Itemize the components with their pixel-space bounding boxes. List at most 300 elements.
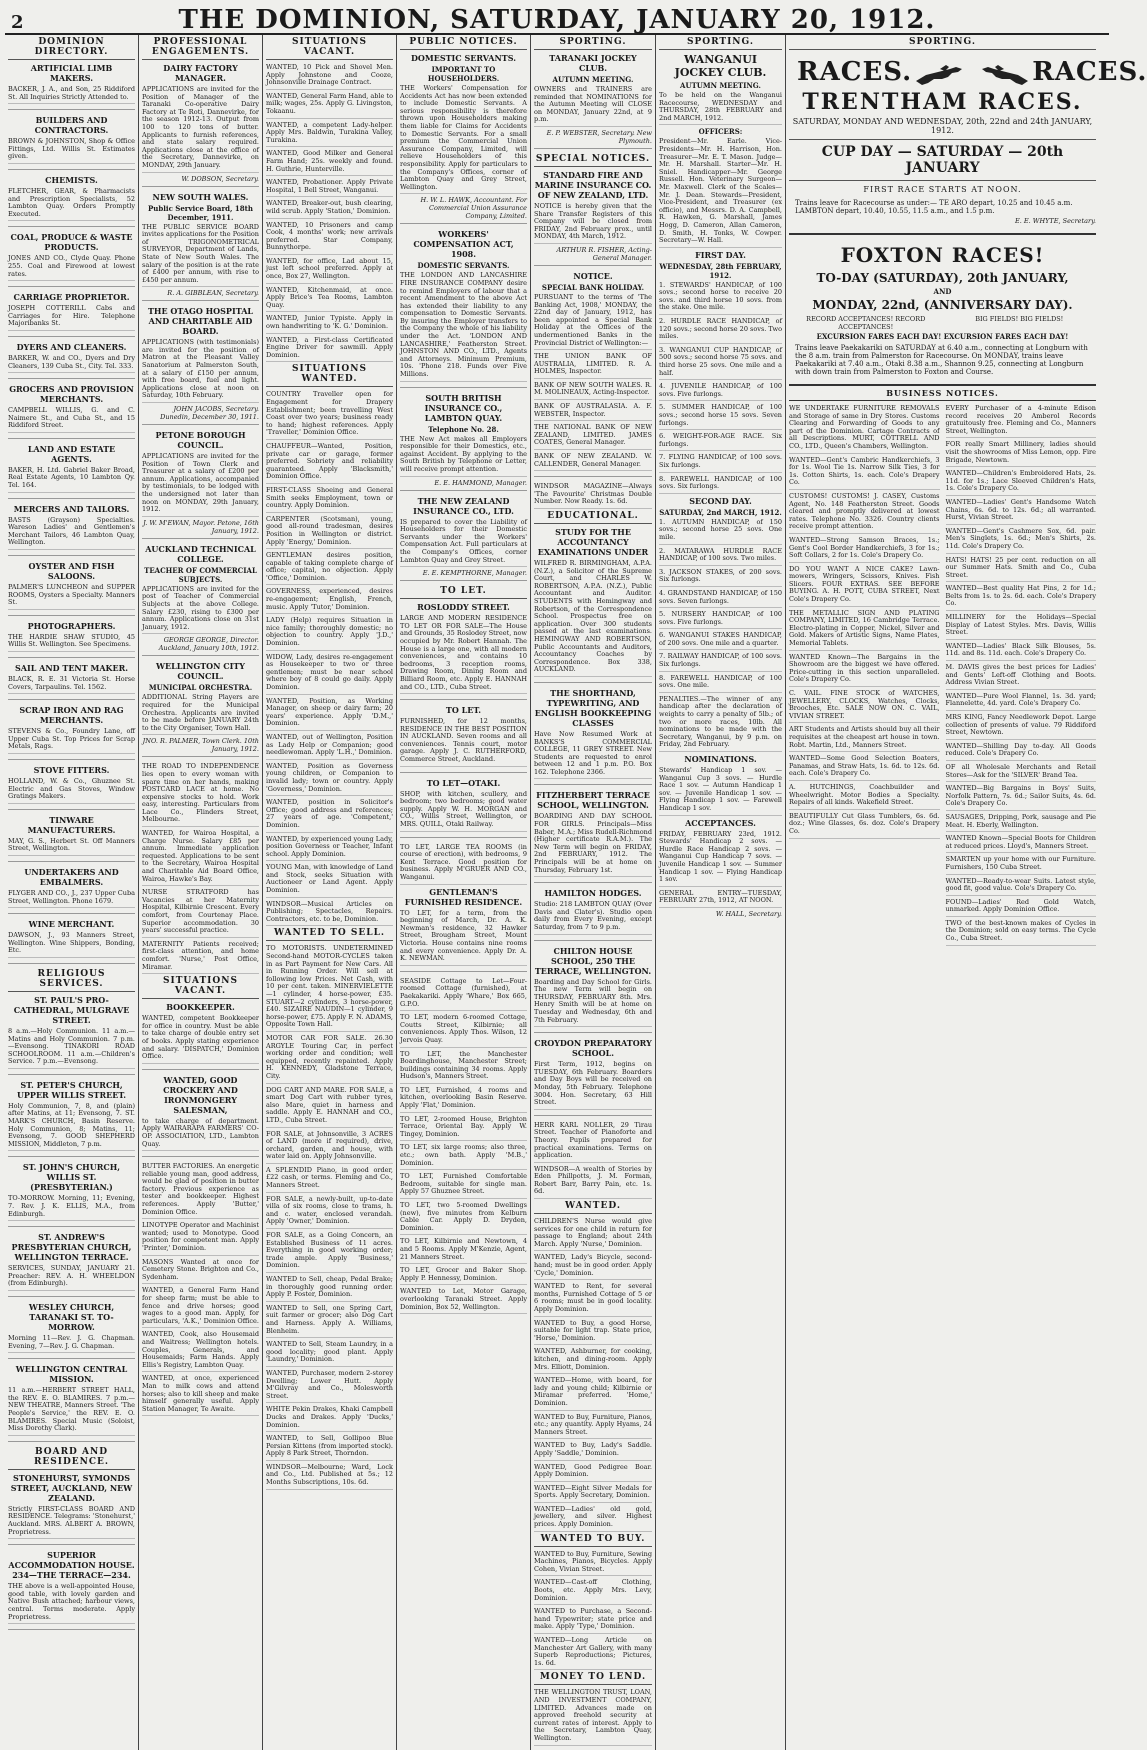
notice-title: WESLEY CHURCH, TARANAKI ST. TO-MORROW.: [28, 1302, 115, 1332]
notice-body: Boarding and Day School for Girls. The new Term will begin on THURSDAY, FEBRUARY 8th. Mrs. Henry Smith will be at home on Tuesday and Wednesday, 6th and 7th February.: [534, 978, 652, 1028]
classified-ad: WANTED, by experienced young Lady, position Governess or Teacher, Infant school. Apply Dominion.: [266, 835, 393, 862]
race-entry: 7. RAILWAY HANDICAP, of 100 sovs. Six furlongs.: [659, 652, 782, 671]
classified-ad: DOG CART AND MARE. FOR SALE, a smart Dog Cart with rubber tyres, also Mare, quiet in harness and saddle. Apply E. HANNAH and CO., LTD., Cuba Street.: [266, 1086, 393, 1128]
directory-entry: BAKER, H. Ltd. Gabriel Baker Broad, Real Estate Agents, 10 Lambton Qy. Tel. 164.: [8, 466, 135, 493]
classified-ad: WANTED, Good Pedigree Boar. Apply Dominion.: [534, 1463, 652, 1482]
money-notice: THE WELLINGTON TRUST, LOAN, AND INVESTMENT COMPANY, LIMITED. Advances made on approved freehold security at current rates of interest. Apply to the Secretary, Lambton Quay, Wellington.: [534, 1688, 652, 1745]
directory-entry: BACKER, J. A., and Son, 25 Riddiford St. All Inquiries Strictly Attended to.: [8, 85, 135, 104]
classified-ad: TO LET, Furnished, 4 rooms and kitchen, overlooking Basin Reserve. Apply 'Flat,' Dominion.: [400, 1086, 527, 1113]
wanted-to-sell-list: [266, 944, 393, 1489]
board-notice: [8, 1550, 135, 1630]
column-directory: [5, 35, 139, 1750]
business-notices-heading: BUSINESS NOTICES.: [789, 384, 1096, 401]
ad-body: THE PUBLIC SERVICE BOARD invites applications for the Position of TRIGONOMETRICAL SURVEYOR, Department of Lands, State of New South Wales. The salary of the position is at the rate of £400 per annum, with rise to £450 per annum.: [142, 223, 259, 288]
classified-ad: TO LET, Grocer and Baker Shop. Apply P. Hennessy, Dominion.: [400, 1266, 527, 1285]
business-ad: WANTED—Children's Embroidered Hats, 2s. 11d. for 1s.; Lace Sleeved Children's Hats, 1s. Cole's Drapery Co.: [946, 469, 1097, 496]
classified-ad: MATERNITY Patients received; first-class attention, and home comfort. 'Nurse,' Post Office, Miramar.: [142, 940, 259, 974]
directory-category: SAIL AND TENT MAKER.: [14, 663, 129, 673]
section-heading: WANTED.: [534, 1201, 652, 1214]
ad-title: AUCKLAND TECHNICAL COLLEGE.: [145, 543, 256, 564]
classified-ad: WANTED to Buy, Furniture, Pianos, etc.; any quantity. Apply Hyams, 24 Manners Street.: [534, 1413, 652, 1440]
races-banner: [789, 53, 1147, 87]
wanted-to-buy-list: [534, 1550, 652, 1671]
big-fields: BIG FIELDS! BIG FIELDS!: [975, 315, 1064, 323]
notice-title: HAMILTON HODGES.: [544, 888, 642, 899]
notice-title: SUPERIOR ACCOMMODATION HOUSE. 234—THE TERRACE—234.: [8, 1550, 135, 1581]
column-heading: SPORTING.: [659, 37, 782, 50]
classified-ad: WANTED, out of Wellington, Position as Lady Help or Companion; good needlewoman. Apply 'L.H.,' Dominion.: [266, 733, 393, 760]
ad-title: THE OTAGO HOSPITAL AND CHARITABLE AID BOARD.: [147, 306, 254, 337]
classified-ad: WANTED to Buy, Lady's Saddle. Apply 'Saddle,' Dominion.: [534, 1441, 652, 1460]
notice-body: Morning 11—Rev. J. G. Chapman. Evening, 7—Rev. J. G. Chapman.: [8, 1334, 135, 1353]
church-notice: [8, 995, 135, 1075]
excursion-fares: EXCURSION FARES EACH DAY! EXCURSION FARES EACH DAY!: [816, 332, 1069, 341]
directory-section: [8, 765, 135, 810]
public-notice: [400, 53, 527, 224]
general-entry: GENERAL ENTRY—TUESDAY, FEBRUARY 27th, 1912, AT NOON.: [659, 889, 782, 908]
directory-entry: THE HARDIE SHAW STUDIO, 45 Willis St. Wellington. See Specimens.: [8, 633, 135, 652]
classified-ad: NURSE STRATFORD has Vacancies at her Maternity Hospital, Kilbirnie Crescent. Every comfort, from Courtenay Place. Superior accommodation. 30 years' successful practice.: [142, 888, 259, 938]
situation-ad: [142, 1002, 259, 1070]
notice-body: TO-MORROW. Morning, 11; Evening, 7. Rev. J. K. ELLIS, M.A., from Edinburgh.: [8, 1194, 135, 1221]
notice-body: First Term, 1912, begins on TUESDAY, 6th February. Boarders and Day Boys will be received on Monday, 5th February. Telephone 3004. Hon. Secretary, 63 Hill Street.: [534, 1060, 652, 1110]
race-entry: 3. JACKSON STAKES, of 200 sovs. Six furlongs.: [659, 568, 782, 587]
notice-title: STANDARD FIRE AND MARINE INSURANCE CO. OF NEW ZEALAND, LTD.: [534, 169, 652, 200]
ad-title: BOOKKEEPER.: [166, 1002, 235, 1013]
day-heading: SECOND DAY.: [689, 495, 752, 506]
directory-category: WINE MERCHANT.: [28, 919, 115, 930]
section-heading: EDUCATIONAL.: [534, 511, 652, 524]
church-notice: [8, 1080, 135, 1158]
section-heading: TO LET.: [400, 586, 527, 599]
notice-title: NOTICE.: [573, 270, 613, 281]
foxton-title: FOXTON RACES!: [840, 243, 1045, 267]
directory-category: SCRAP IRON AND RAG MERCHANTS.: [19, 705, 124, 726]
ad-signature: JOHN JACOBS, Secretary. Dunedin, December 30, 1911.: [160, 405, 259, 422]
engagement-ad: [142, 661, 259, 757]
classified-ad: WANTED, 10 Prisoners and camp Cook, 4 months' work; new arrivals preferred. Star Company, Bunnythorpe.: [266, 221, 393, 255]
directory-entry: PALMER'S LUNCHEON and SUPPER ROOMS, Oysters a Specialty. Manners St.: [8, 583, 135, 610]
races-word-left: RACES.: [797, 57, 913, 87]
notice-signature: E. P. WEBSTER, Secretary. New Plymouth.: [546, 128, 652, 145]
business-ad: SMARTEN up your home with our Furniture. Furnishers, 150 Cuba Street.: [946, 855, 1097, 874]
engagement-ad: [142, 192, 259, 302]
page-number: 2: [11, 12, 24, 33]
classified-ad: LINOTYPE Operator and Machinist wanted; used to Monotype. Good position for competent man. Apply 'Printer,' Dominion.: [142, 1221, 259, 1255]
classified-ad: WANTED—Long Article on Manchester Art Gallery, with many Superb Reproductions; Pictures, 1s. 6d.: [534, 1636, 652, 1670]
directory-entry: BLACK, R. E. 31 Victoria St. Horse Covers, Tarpaulins. Tel. 1562.: [8, 675, 135, 694]
classified-ad: WANTED—Home, with board, for lady and young child; Kilbirnie or Miramar preferred. 'Home,' Dominion.: [534, 1376, 652, 1410]
section-heading: SPECIAL NOTICES.: [534, 154, 652, 167]
column-sporting-1: [531, 35, 656, 1750]
classified-ad: WANTED—Eight Silver Medals for Sports. Apply Secretary, Dominion.: [534, 1484, 652, 1503]
notice-body: Have Now Resumed Work at BANKS'S COMMERCIAL COLLEGE, 11 GREY STREET. New Students are requested to enrol between 12 and 1 p.m. P.O. Box 162. Telephone 2366.: [534, 730, 652, 780]
notice-body: Holy Communion, 7, 8, and (plain) after Matins, at 11; Evensong, 7. ST. MARK'S CHURCH, Basin Reserve. Holy Communion, 8; Matins, 11; Evensong, 7. GOOD SHEPHERD MISSION, Middleton, 7 p.m.: [8, 1102, 135, 1152]
column-public-notices: [397, 35, 531, 1750]
classified-ad: TO MOTORISTS. UNDETERMINED Second-hand MOTOR-CYCLES taken in as Part Payment for New Cars. All in Running Order. Will sell at following low Prices. Net Cash, with 10 per cent. taken. MINERVIELETTE—1 cylinder, 4 horse-power, £35. STUART—2 cylinders, 3 horse-power, £40. SIZAIRE NAUDIN—1 cylinder, 9 horse-power, £75. Apply F. N. ADAMS, Opposite Town Hall.: [266, 944, 393, 1032]
masthead: [5, 5, 1109, 35]
notice-body: NOTICE is hereby given that the Share Transfer Registers of this Company will be closed from FRIDAY, 2nd February prox., until MONDAY, 4th March, 1912.: [534, 202, 652, 244]
classified-ad: WANTED—Ladies' old gold, jewellery, and silver. Highest prices. Apply Dominion.: [534, 1505, 652, 1532]
classified-ad: CHAUFFEUR—Wanted, Position, private car or garage, former preferred. Sobriety and reliability guaranteed. Apply 'Blacksmith,' Dominion Office.: [266, 442, 393, 484]
meeting-title: AUTUMN MEETING.: [680, 81, 761, 90]
directory-section: [8, 663, 135, 700]
directory-category: COAL, PRODUCE & WASTE PRODUCTS.: [10, 232, 133, 253]
ad-title: TO LET—OTAKI.: [426, 777, 501, 788]
directory-section: [8, 561, 135, 616]
officers-heading: OFFICERS:: [698, 127, 743, 137]
directory-category: BUILDERS AND CONTRACTORS.: [34, 115, 109, 136]
section-heading: RELIGIOUS SERVICES.: [8, 969, 135, 992]
nominations-list: Stewards' Handicap 1 sov. — Wanganui Cup 3 sovs. — Hurdle Race 1 sov. — Autumn Handicap 1 sov. — Juvenile Handicap 1 sov. — Flying Handicap 1 sov. — Farewell Handicap 1 sov.: [659, 766, 782, 816]
classified-ad: WANTED, to Sell, Gollipoo Blue Persian Kittens (from imported stock). Apply 8 Park Street, Thorndon.: [266, 1434, 393, 1461]
notice-body: 8 a.m.—Holy Communion. 11 a.m.—Matins and Holy Communion. 7 p.m.—Evensong. TINAKORI ROAD SCHOOLROOM. 11 a.m.—Children's Service. 7 p.m.—Evensong.: [8, 1027, 135, 1069]
classified-ad: WANTED, Probationer. Apply Private Hospital, 1 Bell Street, Wanganui.: [266, 178, 393, 197]
directory-section: [8, 504, 135, 556]
section-heading: WANTED TO BUY.: [534, 1534, 652, 1547]
business-ad: HATS! HATS! 25 per cent. reduction on all our Summer Hats. Smith and Co., Cuba Street.: [946, 556, 1097, 583]
notice-body: SERVICES, SUNDAY, JANUARY 21. Preacher: REV. A. H. WHEELDON (from Edinburgh).: [8, 1264, 135, 1291]
classified-ad: FOR SALE, as a Going Concern, an Established Business of 11 acres. Everything in good working order; trade ample. Apply 'Business,' Dominion.: [266, 1231, 393, 1273]
classified-ad: CHILDREN'S Nurse would give services for one child in return for passage to England; about 24th March. Apply 'Nurse,' Dominion.: [534, 1217, 652, 1251]
classified-ad: WANTED to Sell, cheap, Pedal Brake; in thoroughly good running order. Apply P. Foster, Dominion.: [266, 1275, 393, 1302]
record-acceptances: RECORD ACCEPTANCES! RECORD ACCEPTANCES!: [806, 315, 926, 331]
engagement-ad: [142, 306, 259, 425]
classified-ad: WIDOW, Lady, desires re-engagement as Housekeeper to two or three gentlemen; must be near school where boy of 8 could go daily. Apply Dominion.: [266, 653, 393, 695]
directory-category: DYERS AND CLEANERS.: [16, 341, 127, 352]
church-notice: [8, 1302, 135, 1359]
notice-body: THE Workers' Compensation for Accidents Act has now been extended to include Domestic Servants. A serious responsibility is therefore thrown upon Householders making them liable for Claims for Accidents to Domestic Servants. For a small premium the Commercial Union Assurance Company, Limited, will relieve Householders of this responsibility. Apply for particulars to the Company's Offices, corner of Lambton Quay and Grey Street, Wellington.: [400, 84, 527, 194]
directory-entry: BROWN & JOHNSTON, Shop & Office Fittings, Ltd. Willis St. Estimates given.: [8, 137, 135, 164]
directory-list: [8, 63, 135, 964]
ad-body: to take charge of department. Apply WAIRARAPA FARMERS' CO-OP. ASSOCIATION, LTD., Lambton Quay.: [142, 1117, 259, 1151]
ad-subtitle: Public Service Board, 18th December, 1911.: [148, 203, 253, 222]
classified-ad: GENTLEMAN desires position, capable of taking complete charge of office; capital, no objection. Apply 'Office,' Dominion.: [266, 551, 393, 585]
ad-body: FURNISHED, for 12 months, RESIDENCE IN THE BEST POSITION IN AUCKLAND. Seven rooms and all conveniences. Tennis court, motor garage. Apply J. C. RUTHERFORD, Commerce Street, Auckland.: [400, 717, 527, 767]
special-notice: [534, 170, 652, 266]
classified-ad: WANTED, Lady's Bicycle, second-hand; must be in good order. Apply 'Cycle,' Dominion.: [534, 1253, 652, 1280]
educational-notice: [534, 688, 652, 786]
directory-entry: JONES AND CO., Clyde Quay. Phone 255. Coal and Firewood at lowest rates.: [8, 254, 135, 281]
directory-category: CARRIAGE PROPRIETOR.: [13, 292, 130, 303]
foxton-ad: [789, 233, 1096, 378]
ad-body: TO LET, for a term, from the beginning of March, Dr. A. K. Newman's residence, 32 Hawker Street, Brougham Street, Mount Victoria. House contains nine rooms and every convenience. Apply Dr. A. K. NEWMAN.: [400, 909, 527, 966]
classified-ad: WANTED, Position as Governess young children, or Companion to invalid lady; town or country. Apply 'Governess,' Dominion.: [266, 762, 393, 796]
race-entry: 1. STEWARDS' HANDICAP, of 100 sovs.; second horse to receive 20 sovs. and third horse 10 sovs. from the stake. One mile.: [659, 281, 782, 315]
notice-body: BOARDING AND DAY SCHOOL FOR GIRLS. Principals—Miss Baber, M.A.; Miss Rudell-Richmond (Higher certificate R.A.M.). The New Term will begin on FRIDAY, 2nd FEBRUARY, 1912. The Principals will be at home on Thursday, February 1st.: [534, 812, 652, 877]
classified-ad: TO LET, the Manchester Boardinghouse, Manchester Street; buildings containing 34 rooms. Apply Hudson's, Manners Street.: [400, 1050, 527, 1084]
classified-ad: FOR SALE, at Johnsonville, 3 ACRES of LAND (more if required), drive, orchard, garden, and house, with water laid on. Apply Johnsonville.: [266, 1130, 393, 1164]
business-ad: EVERY Purchaser of a 4-minute Edison record receives 20 Amberol Records gratuitously free. Fleming and Co., Manners Street, Wellington.: [946, 404, 1097, 438]
church-notice: [8, 1232, 135, 1297]
classified-ad: TO LET, LARGE TEA ROOMS (in course of erection), with bedrooms, 9 Kent Terrace. Good position for business. Apply M'GRUER AND CO., Wanganui.: [400, 843, 527, 885]
first-race-time: FIRST RACE STARTS AT NOON.: [863, 185, 1022, 194]
business-notices: [789, 404, 1096, 948]
classified-ad: TO LET, modern 6-roomed Cottage, Coutts Street, Kilbirnie; all conveniences. Apply Thos. Wilson, 12 Jervois Quay.: [400, 1013, 527, 1047]
business-ad: WANTED—Gent's Cambric Handkerchiefs, 3 for 1s. Wool Tie 1s. Narrow Silk Ties, 3 for 1s. Cotton Shirts, 1s. each. Cole's Drapery Co.: [789, 456, 940, 490]
ad-title: TO LET.: [445, 705, 482, 716]
column-heading: PROFESSIONAL ENGAGEMENTS.: [142, 37, 259, 60]
directory-entry: STEVENS & Co., Foundry Lane, off Upper Cuba St. Top Prices for Scrap Metals, Rags.: [8, 727, 135, 754]
section-heading: WANTED TO SELL.: [266, 928, 393, 941]
ad-subtitle: MUNICIPAL ORCHESTRA.: [148, 683, 253, 693]
classified-ad: YOUNG Man, with knowledge of Land and Stock, seeks Situation with Auctioneer or Land Agent. Apply Dominion.: [266, 863, 393, 897]
race-entry: 8. FAREWELL HANDICAP, of 100 sovs. One mile.: [659, 674, 782, 693]
business-ad: WANTED Known—Special Boots for Children at reduced prices. Lloyd's, Manners Street.: [946, 834, 1097, 853]
directory-section: [8, 867, 135, 914]
notice-title: DOMESTIC SERVANTS.: [410, 53, 517, 63]
classified-ad: WANTED, position in Solicitor's Office; good address and references; 27 years of age. 'Competent,' Dominion.: [266, 798, 393, 832]
newspaper-page: [5, 5, 1147, 1742]
directory-section: [8, 621, 135, 658]
situation-ad: [142, 1075, 259, 1157]
business-ad: OF all Wholesale Merchants and Retail Stores—Ask for the 'SILVER' Brand Tea.: [946, 763, 1097, 782]
business-ad: WANTED—Best quality Hat Pins, 2 for 1d.; Belts from 1s. to 2s. 6d. each. Cole's Drapery Co.: [946, 584, 1097, 611]
ad-body: SHOP, with kitchen, scullery, and bedroom; two bedrooms; good water supply. Apply W. H. MORGAN and CO., Willis Street, Wellington, or MRS. QUILL, Otaki Railway.: [400, 790, 527, 832]
classified-ad: WANTED to Rent, for several months, Furnished Cottage of 5 or 6 rooms; must be in good locality. Apply Dominion.: [534, 1282, 652, 1316]
column-heading: SPORTING.: [789, 37, 1096, 50]
penalties: PENALTIES.—The winner of any handicap after the declaration of weights to carry a penalty of 5lb.; of two or more races, 10lb. All nominations to be made with the Secretary, Wanganui, by 9 p.m. on Friday, 2nd February.: [659, 695, 782, 752]
notice-subtitle: Telephone No. 28.: [428, 424, 499, 434]
classified-ad: WANTED, 10 Pick and Shovel Men. Apply Johnstone and Cooze, Johnsonville Drainage Contract.: [266, 63, 393, 90]
directory-entry: BARKER, W. and CO., Dyers and Dry Cleaners, 139 Cuba St., City. Tel. 333.: [8, 354, 135, 373]
directory-category: ARTIFICIAL LIMB MAKERS.: [30, 63, 113, 83]
ad-signature: R. A. GIBBLEAN, Secretary.: [167, 289, 259, 298]
public-notice: [400, 229, 527, 387]
classified-ad: WANTED, Breaker-out, bush clearing, wild scrub. Apply 'Station,' Dominion.: [266, 199, 393, 218]
secretary-signature: W. HALL, Secretary.: [715, 909, 782, 918]
notice-body: THE above is a well-appointed House, good table, with lovely garden and Native Bush attached; harbour views, central. Terms moderate. Apply Proprietress.: [8, 1582, 135, 1624]
classified-ad: A SPLENDID Piano, in good order, £22 cash, or terms. Fleming and Co., Manners Street.: [266, 1166, 393, 1193]
column-heading: DOMINION DIRECTORY.: [8, 37, 135, 60]
ad-title: WANTED, GOOD CROCKERY AND IRONMONGERY SALESMAN,: [163, 1074, 238, 1115]
notice-title: ST. PETER'S CHURCH, UPPER WILLIS STREET.: [16, 1079, 127, 1100]
directory-entry: CAMPBELL WILLIS, G. and C. Naimere St., and Cuba St., and 15 Riddiford Street.: [8, 406, 135, 433]
foxton-highlights: [789, 316, 1096, 331]
business-ad: FOR really Smart Millinery, ladies should visit the showrooms of Miss Lemon, opp. Fire Brigade, Newtown.: [946, 440, 1097, 467]
to-let-ad: [400, 887, 527, 972]
race-dates: SATURDAY, MONDAY AND WEDNESDAY, 20th, 22nd and 24th JANUARY, 1912.: [792, 117, 1093, 135]
racehorse-icon: [912, 63, 972, 87]
classified-ad: BUTTER FACTORIES. An energetic reliable young man, good address, would be glad of position in butter factory. Previous experience as tester and bookkeeper. Highest references. Apply 'Butter,' Dominion Office.: [142, 1162, 259, 1219]
classified-ad: WANTED to Sell, Steam Laundry, in a good locality; good plant. Apply 'Laundry,' Dominion.: [266, 1340, 393, 1367]
ad-title: GENTLEMAN'S FURNISHED RESIDENCE.: [404, 886, 523, 907]
notice-title: TARANAKI JOCKEY CLUB.: [549, 53, 637, 73]
race-entry: 3. WANGANUI CUP HANDICAP, of 500 sovs.; second horse 75 sovs. and third horse 25 sovs. One mile and a half.: [659, 346, 782, 380]
notice-body: WILFRED R. BIRMINGHAM, A.P.A. (N.Z.), a Solicitor of the Supreme Court, and CHARLES W. ROBERTSON, A.P.A. (N.Z.), Public Accountant and Auditor. STUDENTS with Hemingway and Robertson, of the Correspondence School. Prospectus free on application. Over 300 students passed at the last examinations. HEMINGWAY AND ROBERTSON, Public Accountants and Auditors, Accountancy Coaches by Correspondence. Box 338, AUCKLAND.: [534, 559, 652, 677]
classified-ad: WANTED, at once, experienced Man to milk cows and attend horses; also to kill sheep and make himself generally useful. Apply Station Manager, Te Awaite.: [142, 1374, 259, 1416]
race-entry: 8. FAREWELL HANDICAP, of 100 sovs. Six furlongs.: [659, 475, 782, 494]
business-column-left: [789, 404, 940, 948]
racehorse-icon: [972, 63, 1032, 87]
notice-title: WORKERS' COMPENSATION ACT, 1908.: [413, 229, 514, 260]
classified-ad: COUNTRY Traveller open for Engagement for Drapery Establishment; been travelling West Coast over two years; business ready to hand; highest references. Apply 'Traveller,' Dominion Office.: [266, 390, 393, 440]
public-notice: [400, 496, 527, 582]
church-notice: [8, 1162, 135, 1227]
notice-body: THE LONDON AND LANCASHIRE FIRE INSURANCE COMPANY desire to remind Employers of labour that a recent Amendment to the above Act has extended their liability to any compensation to Domestic Servants. By insuring the Employer transfers to the Company the whole of his liability under the Act. 'LONDON AND LANCASHIRE,' Featherston Street. JOHNSTON AND CO., LTD., Agents and Attorneys. Minimum Premium, 10s. 'Phone 218. Funds over Five Millions.: [400, 271, 527, 381]
notice-title: CROYDON PREPARATORY SCHOOL.: [534, 1038, 652, 1059]
to-let-ad: [400, 778, 527, 838]
foxton-date-2: MONDAY, 22nd, (ANNIVERSARY DAY).: [812, 298, 1073, 312]
section-heading: SITUATIONS VACANT.: [142, 976, 259, 999]
classified-ad: TO LET, Furnished Comfortable Bedroom, suitable for single man. Apply 57 Ghuznee Street.: [400, 1172, 527, 1199]
directory-section: [8, 384, 135, 439]
meeting-intro: To be held on the Wanganui Racecourse, WEDNESDAY and THURSDAY, 28th FEBRUARY and 2nd MARCH, 1912.: [659, 91, 782, 125]
day-date: WEDNESDAY, 28th FEBRUARY, 1912.: [659, 261, 782, 280]
notice-title: ST. JOHN'S CHURCH, WILLIS ST. (PRESBYTERIAN.): [22, 1162, 121, 1193]
business-ad: ART Students and Artists should buy all their requisites at the cheapest art house in town. Robt. Martin, Ltd., Manners Street.: [789, 725, 940, 752]
classified-ad: FOR SALE, a newly-built, up-to-date villa of six rooms, close to trams, h. and c. water, enclosed verandah. Apply 'Owner,' Dominion.: [266, 1195, 393, 1229]
classified-ad: WANTED, General Farm Hand, able to milk; wages, 25s. Apply G. Livingston, Tokaanu.: [266, 92, 393, 119]
classified-ad: WANTED, Kitchenmaid, at once. Apply Brice's Tea Rooms, Lambton Quay.: [266, 286, 393, 313]
business-ad: SAUSAGES, Dripping, Pork, sausage and Pie Meat. H. Eberly, Wellington.: [946, 813, 1097, 832]
classified-ad: WANTED, Position, as Working Manager, on sheep or dairy farm; 20 years' experience. Apply 'D.M.,' Dominion.: [266, 697, 393, 731]
business-ad: CUSTOMS! CUSTOMS! J. CASEY, Customs Agent, No. 148 Featherston Street. Goods cleared and promptly delivered at lowest rates. Telephone No. 3326. Country clients receive prompt attention.: [789, 492, 940, 534]
foxton-trains: Trains leave Paekakariki on SATURDAY at 6.40 a.m., connecting at Longburn with the 8 a.m. train from Palmerston for Racecourse. On MONDAY, trains leave Paekakariki at 7.40 a.m., Otaki 8.38 a.m., Shannon 9.25, connecting at Longburn with down train from Palmerston to Foxton and Course.: [795, 344, 1088, 376]
directory-category: TINWARE MANUFACTURERS.: [27, 814, 116, 835]
race-entry: 2. MATARAWA HURDLE RACE HANDICAP, of 100 sovs. Two miles.: [659, 547, 782, 566]
classified-ad: LADY (Help) requires Situation in nice family; thoroughly domestic; no objection to country. Apply 'J.D.,' Dominion.: [266, 616, 393, 650]
bank-list: [534, 352, 652, 471]
classified-ad: SEASIDE Cottage to Let—Four-roomed Cottage (furnished), at Paekakariki. Apply 'Whare,' Box 665, G.P.O.: [400, 977, 527, 1011]
directory-category: UNDERTAKERS AND EMBALMERS.: [24, 866, 119, 887]
directory-entry: MAY, G. S., Herbert St. Off Manners Street, Wellington.: [8, 837, 135, 856]
race-entry: 6. WEIGHT-FOR-AGE RACE. Six furlongs.: [659, 432, 782, 451]
business-ad: A. HUTCHINGS, Coachbuilder and Wheelwright. Motor Bodies a Specialty. Repairs of all kinds. Wakefield Street.: [789, 783, 940, 810]
notice-title: ST. ANDREW'S PRESBYTERIAN CHURCH, WELLINGTON TERRACE.: [11, 1232, 132, 1263]
classified-ad: WANTED to Buy, Furniture, Sewing Machines, Pianos, Bicycles. Apply Cohen, Vivian Street.: [534, 1550, 652, 1577]
directory-section: [8, 705, 135, 760]
acceptances-heading: ACCEPTANCES.: [685, 817, 756, 828]
business-ad: WANTED—Shilling Day to-day. All Goods reduced. Cole's Drapery Co.: [946, 742, 1097, 761]
educational-notice: [534, 888, 652, 940]
notice-body: THE New Act makes all Employers responsible for their Domestics, etc., against Accident. By applying to the South British by Telephone or Letter, will receive prompt attention.: [400, 435, 527, 477]
classified-ad: TO LET, 2-roomed House, Brighton Terrace, Oriental Bay. Apply W. Tingey, Dominion.: [400, 1115, 527, 1142]
newspaper-title: THE DOMINION, SATURDAY, JANUARY 20, 1912.: [178, 5, 936, 35]
ad-body: LARGE AND MODERN RESIDENCE TO LET OR FOR SALE—The House and Grounds, 35 Roslodey Street, now occupied by Mr. Robert Hannah. The House is a large one, with all modern conveniences, and contains 10 bedrooms, 3 reception rooms, Drawing Room, Dining Room and Billiard Room, etc. Apply E. HANNAH and CO., LTD., Cuba Street.: [400, 614, 527, 694]
business-ad: C. VAIL. FINE STOCK of WATCHES, JEWELLERY, CLOCKS, Watches, Clocks, Brooches, Etc. SALE NOW ON. C. VAIL, VIVIAN STREET.: [789, 689, 940, 723]
bank-entry: BANK OF NEW SOUTH WALES. R. M. MOLINEAUX, Acting-Inspector.: [534, 381, 652, 400]
classified-ad: WANTED, a First-class Certificated Engine Driver for sawmill. Apply Dominion.: [266, 336, 393, 363]
directory-category: CHEMISTS.: [45, 174, 98, 185]
notice-title: CHILTON HOUSE SCHOOL, 250 THE TERRACE, WELLINGTON.: [534, 945, 652, 976]
ad-body: ADDITIONAL String Players are required for the Municipal Orchestra. Applicants are invited to be made before JANUARY 24th to the City Organiser, Town Hall.: [142, 693, 259, 735]
classified-ad: WINDSOR—Musical Articles on Publishing; Spectacles, Repairs. Contractors, etc. to be, Dominion.: [266, 900, 393, 927]
classified-ad: TO LET, six large rooms; also three, etc.; own bath. Apply 'M.B.,' Dominion.: [400, 1143, 527, 1170]
business-ad: THE METALLIC SIGN AND PLATING COMPANY, LIMITED, 16 Cambridge Terrace. Electro-plating in Copper, Nickel, Silver and Gold. Makers of Artistic Signs, Name Plates, Memorial Tablets.: [789, 609, 940, 651]
directory-section: [8, 63, 135, 110]
special-notice: [534, 271, 652, 477]
to-let-ad: [400, 602, 527, 700]
ad-title: DAIRY FACTORY MANAGER.: [163, 63, 238, 83]
classified-ad: WANTED to Buy, a good Horse, suitable for light trap. State price, 'Horse,' Dominion.: [534, 1319, 652, 1346]
business-ad: WE UNDERTAKE FURNITURE REMOVALS and Storage of same in Dry Stores. Customs Clearing and Forwarding of Goods to any part of the Dominion. Cartage Contracts of all Descriptions. MURT, COTTRELL AND CO., LTD., Queen's Chambers, Wellington.: [789, 404, 940, 454]
directory-section: [8, 115, 135, 170]
ad-body: APPLICATIONS are invited for the Position of Town Clerk and Treasurer at a salary of £200 per annum. Applications, accompanied by testimonials, to be lodged with the undersigned not later than noon on MONDAY, 29th January, 1912.: [142, 452, 259, 517]
directory-section: [8, 232, 135, 287]
directory-entry: JOSEPH COTTERILL Cabs and Carriages for Hire. Telephone Majoribanks St.: [8, 304, 135, 331]
section-heading: SITUATIONS WANTED.: [266, 364, 393, 387]
classified-ad: WHITE Pekin Drakes, Khaki Campbell Ducks and Drakes. Apply 'Ducks,' Dominion.: [266, 1405, 393, 1432]
ad-body: APPLICATIONS are invited for the Position of Manager of the Taranaki Co-operative Dairy Factory at Te Roti, Dannevirke, for the season 1912-13. Output from 100 to 120 tons of butter. Applicants to furnish references, and state salary required. Applications close at the office of the Secretary, Dannevirke, on MONDAY, 29th January.: [142, 85, 259, 173]
classified-ad: WANTED, Good Milker and General Farm Hand; 25s. weekly and found. H. Guthrie, Hunterville.: [266, 149, 393, 176]
business-ad: TWO of the best-known makes of Cycles in the Dominion; sold on easy terms. The Cycle Co., Cuba Street.: [946, 919, 1097, 946]
bank-entry: BANK OF AUSTRALASIA. A. F. WEBSTER, Inspector.: [534, 402, 652, 421]
day-heading: FIRST DAY.: [695, 249, 746, 260]
notice-body: Strictly FIRST-CLASS BOARD AND RESIDENCE. Telegrams: 'Stonehurst,' Auckland. MRS. ALBERT A. BROWN, Proprietress.: [8, 1505, 135, 1539]
directory-category: GROCERS AND PROVISION MERCHANTS.: [9, 384, 134, 405]
notice-body: 11 a.m.—HERBERT STREET HALL, the REV. E. O. BLAMIRES. 7 p.m.—NEW THEATRE, Manners Street. 'The People's Service,' the REV. E. O. BLAMIRES. Special Music (Soloist, Miss Dorothy Clark).: [8, 1386, 135, 1436]
classified-ad: WANTED, Cook, also Housemaid and Waitress; Wellington hotels. Couples, Generals, and Housemaids; Farm Hands. Apply Ellis's Registry, Lambton Quay.: [142, 1330, 259, 1372]
jockey-club-notice: [534, 53, 652, 149]
notice-title: STONEHURST, SYMONDS STREET, AUCKLAND, NEW ZEALAND.: [10, 1472, 133, 1503]
notice-body: IS prepared to cover the Liability of Householders for their Domestic Servants under the Workers' Compensation Act. Full particulars at the Company's Offices, corner Lambton Quay and Grey Street.: [400, 518, 527, 568]
bank-entry: THE NATIONAL BANK OF NEW ZEALAND, LIMITED. JAMES COATES, General Manager.: [534, 423, 652, 450]
notice-title: WELLINGTON CENTRAL MISSION.: [15, 1364, 128, 1385]
business-ad: DO YOU WANT A NICE CAKE? Lawn-mowers, Wringers, Scissors, Knives. Fish Slicers. FOUR EXTRAS. SEE BEFORE BUYING. A. H. POTT, CUBA STREET, Next Cole's Drapery Co.: [789, 565, 940, 607]
notice-title: STUDY FOR THE ACCOUNTANCY EXAMINATIONS UNDER: [537, 527, 649, 557]
notice-subtitle: IMPORTANT TO HOUSEHOLDERS.: [427, 65, 500, 83]
ad-body: WANTED, competent Bookkeeper for office in country. Must be able to take charge of double entry set of books. Apply stating experience and salary. 'DISPATCH,' Dominion Office.: [142, 1014, 259, 1064]
notice-subtitle: AUTUMN MEETING.: [552, 75, 634, 84]
classified-ad: WANTED—Cast-off Clothing, Boots, etc. Apply Mrs. Levy, Dominion.: [534, 1578, 652, 1605]
directory-section: [8, 292, 135, 337]
engagement-ad: [142, 544, 259, 657]
directory-entry: HOLLAND, W. & Co., Ghuznee St. Electric and Gas Stoves, Window Gratings Makers.: [8, 777, 135, 804]
directory-section: [8, 444, 135, 499]
engagement-ad: [142, 430, 259, 539]
directory-category: PHOTOGRAPHERS.: [27, 620, 116, 631]
officers-list: President—Mr. Earle. Vice-Presidents—Mr. H. Harrison, Hon. Treasurer—Mr. E. T. Mason. Judge—Mr. H. Marshall. Starter—Mr. H. Sniel. Handicapper—Mr. George Russell. Hon. Veterinary Surgeon—Mr. Maxwell. Clerk of the Scales—Mr. J. Dean. Stewards—President, Vice-President, and Treasurer (ex officio), and Messrs. D. A. Campbell, R. Hawken, G. Marshall, James Hogg, D. Cameron, Allan Cameron, D. Smith, H. Tonks, W. Cowper. Secretary—W. Hall.: [659, 137, 782, 247]
classified-ad: CARPENTER (Scotsman), young, good all-round tradesman, desires Position in Wellington or district. Apply 'Energy,' Dominion.: [266, 515, 393, 549]
notice-signature: E. E. KEMPTHORNE, Manager.: [422, 569, 527, 578]
business-ad: M. DAVIS gives the best prices for Ladies' and Gents' Left-off Clothing and Boots. Address Vivian Street.: [946, 663, 1097, 690]
day-date: SATURDAY, 2nd MARCH, 1912.: [659, 507, 782, 517]
ad-signature: GEORGE GEORGE, Director. Auckland, January 10th, 1912.: [158, 636, 259, 653]
ad-title: ROSLODDY STREET.: [417, 602, 510, 613]
educational-notice: [534, 790, 652, 883]
race-entry: 1. AUTUMN HANDICAP, of 150 sovs.; second horse 25 sovs. One mile.: [659, 518, 782, 545]
column-heading: SITUATIONS VACANT.: [266, 37, 393, 60]
educational-notice: [534, 1038, 652, 1116]
race-entry: 5. SUMMER HANDICAP, of 100 sovs.; second horse 15 sovs. Seven furlongs.: [659, 403, 782, 430]
ad-title: NEW SOUTH WALES.: [152, 191, 249, 202]
section-heading: MONEY TO LEND.: [534, 1672, 652, 1685]
race-entry: 2. HURDLE RACE HANDICAP, of 120 sovs.; second horse 20 sovs. Two miles.: [659, 317, 782, 344]
race-program-day1: [659, 281, 782, 494]
notice-title: THE NEW ZEALAND INSURANCE CO., LTD.: [413, 495, 514, 516]
notice-signature: H. W. L. HAWK, Accountant. For Commercial Union Assurance Company, Limited.: [420, 196, 527, 221]
section-heading: BOARD AND RESIDENCE.: [8, 1447, 135, 1470]
classified-ad: WANTED, a competent Lady-helper. Apply Mrs. Baldwin, Turakina Valley, Turakina.: [266, 121, 393, 148]
races-word-right: RACES.: [1032, 57, 1147, 87]
notice-title: SOUTH BRITISH INSURANCE CO., LAMBTON QUAY.: [424, 392, 503, 423]
classified-ad: WINDSOR—A wealth of Stories by Eden Phillpotts, J. M. Forman, Robert Barr, Barry Pain, etc. 1s. 6d.: [534, 1165, 652, 1199]
classified-ad: THE ROAD TO INDEPENDENCE lies open to every woman with spare time on her hands, making POSTCARD LACE at home. No expensive stocks to hold. Work easy, interesting. Particulars from Lace Co., Flinders Street, Melbourne.: [142, 762, 259, 827]
classified-ad: WANTED, Purchaser, modern 2-storey Dwelling; Lower Hutt. Apply M'Gilvray and Co., Molesworth Street.: [266, 1369, 393, 1403]
directory-section: [8, 342, 135, 379]
engagement-ad: [142, 63, 259, 187]
directory-category: STOVE FITTERS.: [33, 764, 110, 775]
classified-ad: TO LET, two 5-roomed Dwellings (new), five minutes from Kelburn Cable Car. Apply D. Dryden, Dominion.: [400, 1201, 527, 1235]
directory-category: OYSTER AND FISH SALOONS.: [28, 561, 115, 582]
column-situations: [263, 35, 397, 1750]
notice-body: OWNERS and TRAINERS are reminded that NOMINATIONS for the Autumn Meeting will CLOSE on MONDAY, January 22nd, at 9 p.m.: [534, 85, 652, 127]
notice-signature: ARTHUR R. FISHER, Acting-General Manager.: [556, 245, 652, 262]
classified-ad: WANTED, Ashburner, for cooking, kitchen, and dining-room. Apply Mrs. Elliott, Dominion.: [534, 1347, 652, 1374]
column-races: [786, 35, 1147, 1750]
column-heading: SPORTING.: [534, 37, 652, 50]
